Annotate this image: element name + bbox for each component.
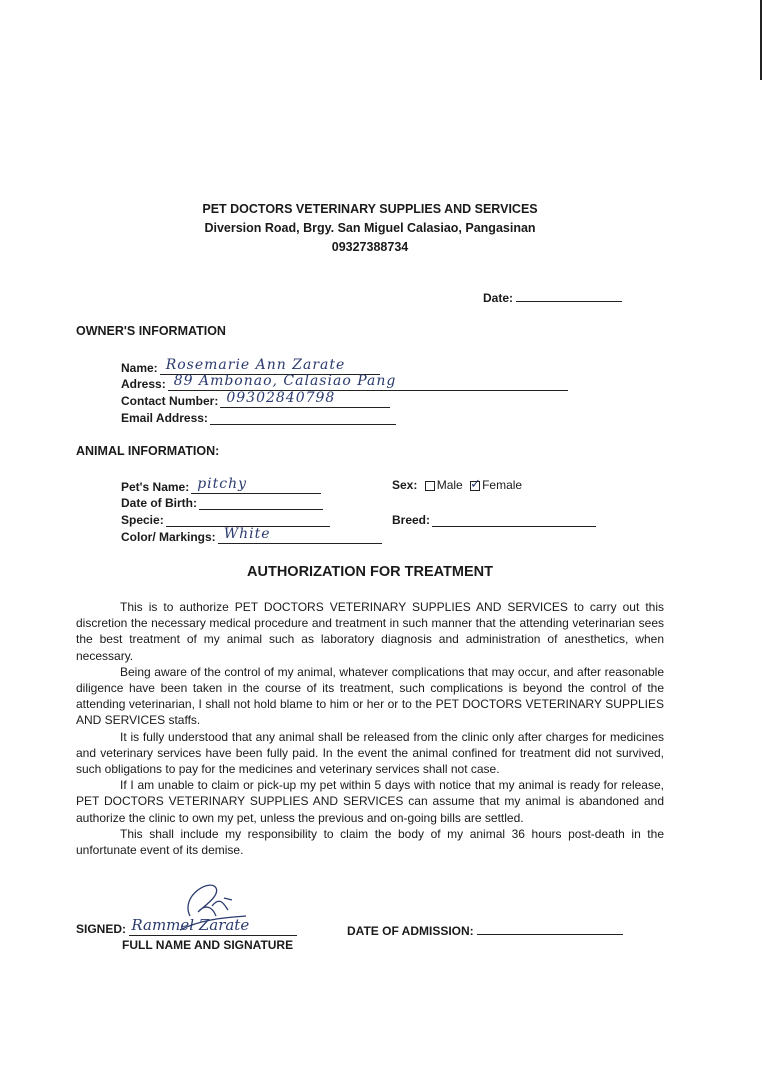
- date-of-admission-label: DATE OF ADMISSION:: [347, 924, 474, 938]
- signature-caption: FULL NAME AND SIGNATURE: [122, 938, 294, 952]
- breed-field[interactable]: [392, 512, 596, 527]
- authorization-paragraph: If I am unable to claim or pick-up my pet within 5 days with notice that my animal is ready for release, PET DOCTORS VETERINARY SUPPLIES AND SERVICES can assume that my animal is abandoned and authorize the clinic to own my pet, unless the previous and on-going bills are settled.: [76, 778, 664, 825]
- owner-contact-label: Contact Number:: [121, 394, 219, 408]
- dob-label: Date of Birth:: [121, 496, 197, 510]
- owner-address-label: Adress:: [121, 377, 166, 391]
- date-of-admission-line[interactable]: [477, 921, 623, 935]
- color-markings-value: White: [223, 526, 271, 542]
- sex-field: [392, 475, 523, 492]
- check-icon: ✓: [470, 475, 481, 491]
- male-option-label: Male: [436, 478, 463, 492]
- signature-field[interactable]: [76, 916, 297, 936]
- authorization-title: AUTHORIZATION FOR TREATMENT: [247, 564, 493, 580]
- owner-contact-field[interactable]: [121, 390, 390, 408]
- pet-name-label: Pet's Name:: [121, 480, 190, 494]
- owner-name-label: Name:: [121, 361, 158, 375]
- specie-label: Specie:: [121, 513, 164, 527]
- specie-field[interactable]: [121, 512, 330, 527]
- business-name: PET DOCTORS VETERINARY SUPPLIES AND SERVICES: [202, 202, 538, 216]
- authorization-paragraph: This shall include my responsibility to claim the body of my animal 36 hours post-death in the unfortunate event of its demise.: [76, 826, 664, 858]
- business-phone: 09327388734: [331, 240, 409, 254]
- authorization-paragraph: Being aware of the control of my animal, whatever complications that may occur, and after reasonable diligence have been taken in the course of its treatment, such complications is beyond the control of the attending veterinarian, I shall not hold blame to him or her or to the PET DOCTORS VETERINARY SUPPLIES AND SERVICES staffs.: [76, 664, 664, 728]
- authorization-paragraph: This is to authorize PET DOCTORS VETERINARY SUPPLIES AND SERVICES to carry out this discretion the necessary medical procedure and treatment in such manner that the attending veterinarian sees the best treatment of my animal such as laboratory diagnosis and administration of anesthetics, when necessary.: [76, 600, 664, 663]
- owner-address-value: 89 Ambonao, Calasiao Pang: [173, 373, 397, 389]
- breed-label: Breed:: [392, 513, 431, 527]
- business-address: Diversion Road, Brgy. San Miguel Calasiao, Pangasinan: [204, 221, 536, 235]
- date-field[interactable]: [483, 288, 622, 305]
- owner-email-label: Email Address:: [121, 411, 208, 425]
- pet-name-value: pitchy: [197, 476, 248, 492]
- owner-contact-value: 09302840798: [226, 390, 336, 406]
- sex-label: Sex:: [392, 478, 418, 492]
- date-of-admission-field[interactable]: [347, 921, 623, 938]
- female-option-label: Female: [482, 478, 523, 492]
- signed-name-value: Rammel Zarate: [131, 916, 250, 934]
- owner-address-field[interactable]: [121, 373, 568, 391]
- date-line[interactable]: [516, 288, 622, 302]
- pet-name-field[interactable]: [121, 476, 321, 494]
- owner-name-value: Rosemarie Ann Zarate: [165, 357, 346, 373]
- date-label: Date:: [483, 291, 514, 305]
- authorization-paragraph: It is fully understood that any animal shall be released from the clinic only after charges for medicines and veterinary services have been fully paid. In the event the animal confined for treatment did not survived, such obligations to pay for the medicines and veterinary services shall not case.: [76, 729, 664, 777]
- owner-section-title: OWNER'S INFORMATION: [76, 324, 226, 338]
- owner-email-field[interactable]: [121, 410, 396, 425]
- authorization-body: [76, 599, 664, 858]
- dob-field[interactable]: [121, 495, 323, 510]
- animal-section-title: ANIMAL INFORMATION:: [76, 444, 220, 458]
- female-checkbox[interactable]: [470, 475, 481, 491]
- male-checkbox[interactable]: [425, 481, 435, 491]
- signed-label: SIGNED:: [76, 922, 127, 936]
- color-markings-field[interactable]: [121, 526, 382, 544]
- color-markings-label: Color/ Markings:: [121, 530, 216, 544]
